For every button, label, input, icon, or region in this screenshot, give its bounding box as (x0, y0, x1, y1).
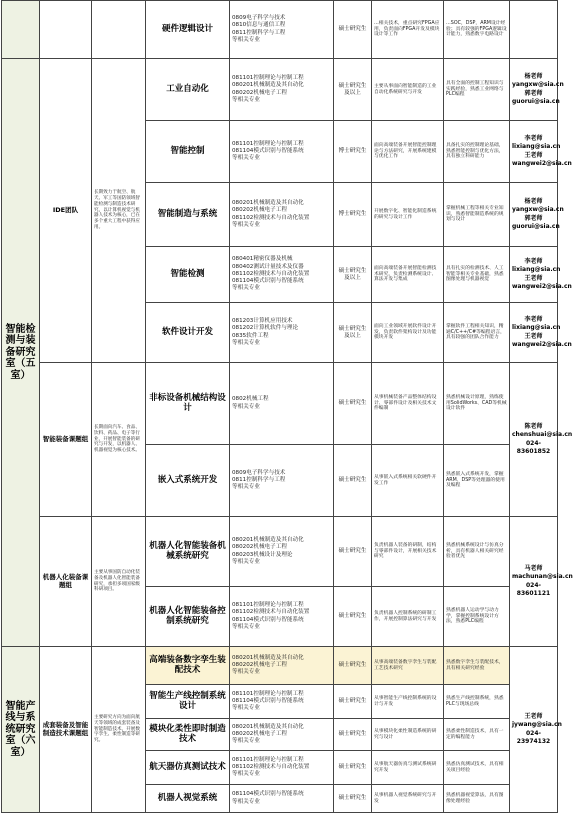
duty-cell: 开展数字化、智能化制造系统的研究与设计工作 (372, 183, 444, 247)
contact-email: yangxw@sia.cn (512, 81, 564, 89)
contact-name: 郭老师 (524, 214, 543, 222)
direction-cell: 硬件逻辑设计 (146, 1, 230, 59)
contact-cell (510, 303, 572, 363)
contact-name: 王老师 (524, 274, 543, 282)
contact-email: lixiang@sia.cn (512, 324, 561, 332)
group-cell (40, 1, 92, 59)
contact-email: guorui@sia.cn (512, 97, 560, 105)
contact-name: 杨老师 (524, 73, 543, 81)
lab-name: 智能产线与系统研究室（六室） (2, 647, 40, 813)
contact-email: wangwei2@sia.cn (512, 159, 572, 167)
duty-cell: 从事模块化柔性制造系统的研究与设计 (372, 719, 444, 751)
duty-cell: …相关技术，重点研究FPGA应用，负责面向FPGA开发及模块设计等工作 (372, 1, 444, 59)
requirement-cell: 掌握软件工程相关知识，精通C/C++/C#等编程语言，具有较强的团队合作能力 (444, 303, 510, 363)
requirement-cell: 熟悉柔性制造技术，具有一定的编程能力 (444, 719, 510, 751)
contact-cell (510, 1, 558, 59)
duty-cell: 从事高端装备数字孪生与装配工艺技术研究 (372, 647, 444, 685)
group-name: 成套装备及智能制造技术课题组 (40, 647, 92, 813)
majors-cell: 081101控制理论与控制工程 080201机械制造及其自动化 080202机械电子工程 等相关专业 (230, 59, 334, 121)
duty-cell: 从事智能生产线控制系统的设计与开发 (372, 685, 444, 719)
majors-cell: 081101控制理论与控制工程 081102检测技术与自动化装置 等相关专业 (230, 751, 334, 785)
contact-email: wangwei2@sia.cn (512, 340, 572, 348)
contact-phone: 024-23974132 (516, 729, 551, 745)
majors-cell: 080201机械制造及其自动化 080202机械电子工程 080203机械设计及理论 等相关专业 (230, 517, 334, 587)
contact-email: jywang@sia.cn (512, 721, 562, 729)
direction-cell: 智能控制 (146, 121, 230, 183)
majors-cell: 081104模式识别与智能系统 等相关专业 (230, 785, 334, 813)
direction-cell: 软件设计开发 (146, 303, 230, 363)
contact-phone: 024-83601852 (516, 439, 551, 455)
degree-cell: 博士研究生 (334, 183, 372, 247)
majors-cell: 081101控制理论与控制工程 081102检测技术与自动化装置 081104模式识别与智能系统 等相关专业 (230, 587, 334, 647)
contact-email: chenshuai@sia.cn (512, 431, 573, 439)
requirement-cell: 熟悉数字孪生与装配技术，具有相关研究经验 (444, 647, 510, 685)
group-desc: 主要从事国防自动化装备及机器人化智能装备研究，承担多项国家级科研项目。 (92, 517, 146, 647)
requirement-cell: 掌握机械工程等相关专业知识，熟悉智能制造系统的规划与设计 (444, 183, 510, 247)
duty-cell: 从事嵌入式系统相关软硬件开发工作 (372, 445, 444, 517)
contact-name: 王老师 (524, 713, 543, 721)
requirement-cell: 熟悉机械设计原理，熟练使用SolidWorks、CAD等机械设计软件 (444, 363, 510, 445)
contact-cell (510, 363, 573, 517)
duty-cell: 负责机器人装备的研制，结构与零部件设计，开展相关技术研究 (372, 517, 444, 587)
duty-cell: 从事机器人视觉系统研究与开发 (372, 785, 444, 813)
direction-cell: 机器人化智能装备控制系统研究 (146, 587, 230, 647)
contact-cell (510, 647, 562, 813)
contact-email: machunan@sia.cn (512, 573, 573, 581)
contact-cell (510, 247, 572, 303)
requirement-cell: 具备扎实的控制理论基础，熟悉智能控制与优化方法，具有独立科研能力 (444, 121, 510, 183)
majors-cell: 080201机械制造及其自动化 080202机械电子工程 等相关专业 (230, 647, 334, 685)
contact-phone: 024-83601121 (516, 581, 551, 597)
degree-cell: 硕士研究生 (334, 647, 372, 685)
contact-name: 马老师 (524, 565, 543, 573)
contact-name: 王老师 (524, 151, 543, 159)
degree-cell: 硕士研究生 (334, 785, 372, 813)
degree-cell: 硕士研究生 (334, 517, 372, 587)
contact-name: 杨老师 (524, 198, 543, 206)
contact-email: lixiang@sia.cn (512, 266, 561, 274)
contact-name: 李老师 (524, 135, 543, 143)
contact-email: guorui@sia.cn (512, 222, 560, 230)
degree-cell: 硕士研究生 (334, 587, 372, 647)
duty-cell: 面向工业领域开展软件设计开发，负责软件架构设计及功能模块开发 (372, 303, 444, 363)
requirement-cell: 熟悉嵌入式系统开发，掌握ARM、DSP等处理器的使用及编程 (444, 445, 510, 517)
group-desc: 主要研究方向为面向航天等领域的成套装备及智能制造技术，开展数字孪生、柔性制造等研究。 (92, 647, 146, 813)
group-desc: 长期致力于航空、航天、军工等国防领域智能检测与制造技术研究，以计算机视觉与机器人技术为核心，已在多个重大工程中获得应用。 (92, 59, 146, 363)
degree-cell: 硕士研究生 (334, 751, 372, 785)
lab-name: 智能检测与装备研究室（五室） (2, 59, 40, 647)
group-desc: 长期面向汽车、食品、饮料、药品、电子等行业，开展智能装备的研究与开发，以机器人、机器视觉为核心技术。 (92, 363, 146, 517)
majors-cell: 0802机械工程 等相关专业 (230, 363, 334, 445)
lab-cell (2, 1, 40, 59)
contact-name: 郭老师 (524, 89, 543, 97)
contact-cell (510, 183, 564, 247)
requirement-cell: 熟悉生产线控制系统，熟悉PLC与现场总线 (444, 685, 510, 719)
requirement-cell: 熟悉机器人运动学与动力学，掌握控制系统设计方法，熟悉PLC编程 (444, 587, 510, 647)
contact-name: 王老师 (524, 332, 543, 340)
majors-cell: 080201机械制造及其自动化 080202机械电子工程 081102检测技术与自动化装置 等相关专业 (230, 183, 334, 247)
direction-cell: 智能检测 (146, 247, 230, 303)
duty-cell: 从事机械装备产品整体结构设计、零部件设计及相关技术文件编制 (372, 363, 444, 445)
group-desc-cell (92, 1, 146, 59)
degree-cell: 硕士研究生 (334, 685, 372, 719)
majors-cell: 080401精密仪器及机械 080402测试计量技术及仪器 081102检测技术与自动化装置 081104模式识别与智能系统 等相关专业 (230, 247, 334, 303)
majors-cell: 081101控制理论与控制工程 081104模式识别与智能系统 等相关专业 (230, 121, 334, 183)
direction-cell: 模块化柔性即时制造技术 (146, 719, 230, 751)
direction-cell: 嵌入式系统开发 (146, 445, 230, 517)
duty-cell: 主要从事面向智能制造的工业自动化系统研究与开发 (372, 59, 444, 121)
group-name: 机器人化装备课题组 (40, 517, 92, 647)
direction-cell: 航天器仿真测试技术 (146, 751, 230, 785)
duty-cell: 从事航天器仿真与测试系统研究开发 (372, 751, 444, 785)
recruitment-table (1, 0, 573, 813)
contact-name: 李老师 (524, 258, 543, 266)
majors-cell: 080201机械制造及其自动化 080202机械电子工程 等相关专业 (230, 719, 334, 751)
requirement-cell: 具有全面的控制工程知识与实践经验，熟悉工业网络与PLC编程 (444, 59, 510, 121)
requirement-cell: …SOC，DSP，ARM设计经验；具有较强的FPGA逻辑设计能力，熟悉数字电路设计 (444, 1, 510, 59)
group-name: 智能装备课题组 (40, 363, 92, 517)
contact-cell (510, 517, 573, 647)
contact-cell (510, 59, 564, 121)
direction-cell: 智能生产线控制系统设计 (146, 685, 230, 719)
direction-cell: 非标设备机械结构设计 (146, 363, 230, 445)
direction-cell: 智能制造与系统 (146, 183, 230, 247)
direction-cell: 机器人视觉系统 (146, 785, 230, 813)
duty-cell: 负责机器人控制系统的研制工作，开展控制算法研究与开发 (372, 587, 444, 647)
degree-cell: 硕士研究生 (334, 445, 372, 517)
majors-cell: 0809电子科学与技术 0811控制科学与工程 等相关专业 (230, 445, 334, 517)
degree-cell: 硕士研究生及以上 (334, 303, 372, 363)
contact-email: lixiang@sia.cn (512, 143, 561, 151)
degree-cell: 硕士研究生 (334, 719, 372, 751)
direction-cell: 高端装备数字孪生装配技术 (146, 647, 230, 685)
contact-cell (510, 121, 572, 183)
contact-email: wangwei2@sia.cn (512, 282, 572, 290)
degree-cell: 博士研究生 (334, 121, 372, 183)
majors-cell: 0809电子科学与技术 0810信息与通信工程 0811控制科学与工程 等相关专业 (230, 1, 334, 59)
majors-cell: 081101控制理论与控制工程 081104模式识别与智能系统 等相关专业 (230, 685, 334, 719)
requirement-cell: 熟悉机械系统设计与仿真分析，具有机器人相关研究经验者优先 (444, 517, 510, 587)
degree-cell: 硕士研究生 (334, 363, 372, 445)
requirement-cell: 熟悉仿真测试技术，具有相关项目经验 (444, 751, 510, 785)
degree-cell: 硕士研究生及以上 (334, 59, 372, 121)
group-name: IDE团队 (40, 59, 92, 363)
duty-cell: 面向高端装备开展智能检测技术研究，负责检测系统设计、算法开发与集成 (372, 247, 444, 303)
contact-email: yangxw@sia.cn (512, 206, 564, 214)
majors-cell: 081203计算机应用技术 081202计算机软件与理论 0835软件工程 等相关专业 (230, 303, 334, 363)
requirement-cell: 熟悉机器视觉算法，具有图像处理经验 (444, 785, 510, 813)
degree-cell: 硕士研究生及以上 (334, 247, 372, 303)
contact-name: 陈老师 (524, 423, 543, 431)
direction-cell: 机器人化智能装备机械系统研究 (146, 517, 230, 587)
direction-cell: 工业自动化 (146, 59, 230, 121)
degree-cell: 硕士研究生 (334, 1, 372, 59)
requirement-cell: 具有扎实的检测技术、人工智能等相关专业基础，熟悉图像处理与机器视觉 (444, 247, 510, 303)
contact-name: 李老师 (524, 316, 543, 324)
duty-cell: 面向高端装备开展智能控制理论与方法研究，开展系统建模与优化工作 (372, 121, 444, 183)
